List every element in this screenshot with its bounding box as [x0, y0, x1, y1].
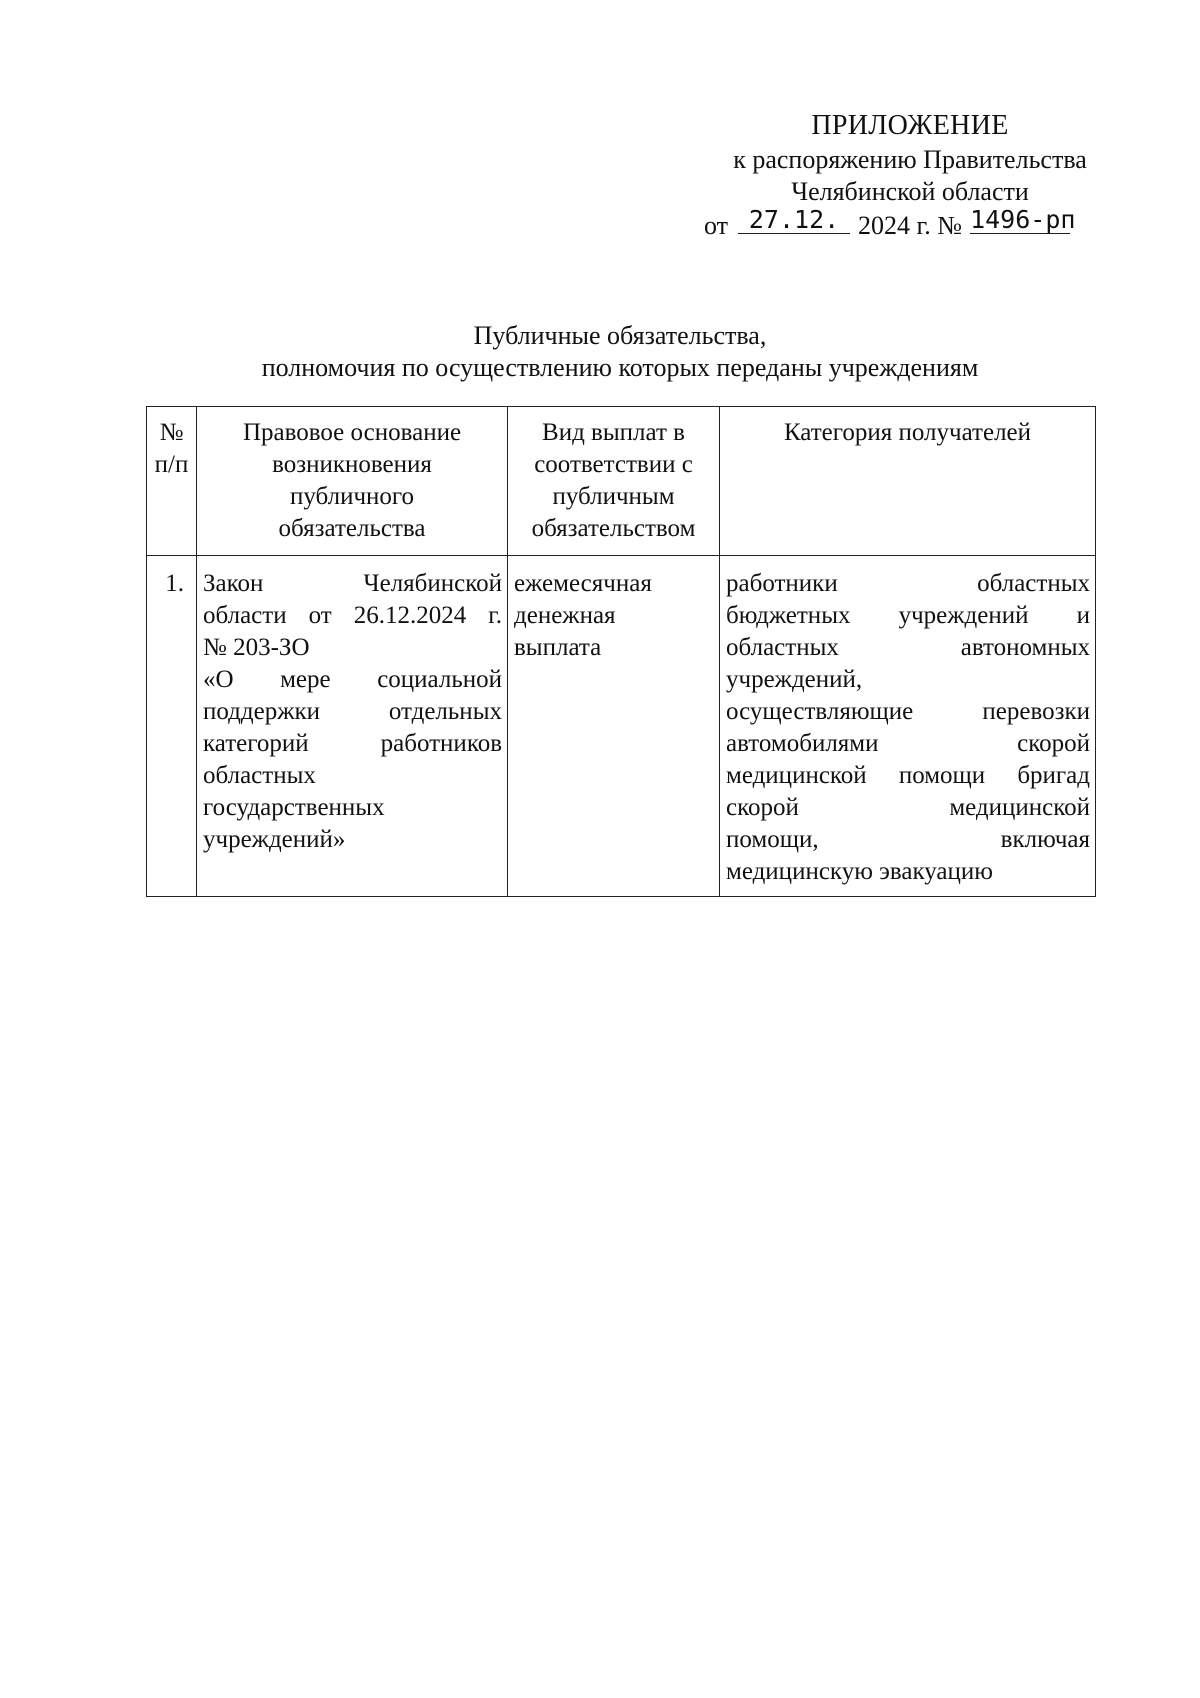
- basis-line: областных: [203, 762, 316, 789]
- header-num-line: №: [159, 419, 184, 446]
- order-number: 1496-рп: [970, 205, 1076, 234]
- payment-type-line: выплата: [514, 634, 602, 661]
- basis-line: № 203-ЗО: [203, 634, 310, 661]
- year-text: 2024 г. №: [858, 211, 963, 240]
- basis-line: поддержки отдельных: [203, 698, 502, 725]
- category-line: областных автономных: [726, 634, 1090, 661]
- basis-line: категорий работников: [203, 730, 502, 757]
- appendix-line-2: Челябинской области: [791, 177, 1029, 206]
- row-payment-type: [508, 556, 720, 897]
- header-num-line: п/п: [154, 451, 189, 478]
- appendix-title: ПРИЛОЖЕНИЕ: [811, 110, 1009, 141]
- payment-type-line: ежемесячная: [514, 570, 652, 597]
- header-type: [508, 407, 720, 556]
- category-line: медицинскую эвакуацию: [726, 858, 993, 885]
- category-line: автомобилями скорой: [726, 730, 1090, 757]
- header-type-line: публичным: [552, 483, 675, 510]
- header-category-line: Категория получателей: [783, 419, 1032, 446]
- document-heading: [140, 320, 1100, 384]
- header-type-line: соответствии с: [534, 451, 693, 478]
- category-line: учреждений,: [726, 666, 863, 693]
- basis-line: области от 26.12.2024 г.: [203, 602, 502, 629]
- row-basis: [197, 556, 508, 897]
- basis-line: учреждений»: [203, 826, 346, 853]
- category-line: осуществляющие перевозки: [726, 698, 1090, 725]
- header-basis-line: обязательства: [278, 515, 426, 542]
- header-type-line: обязательством: [531, 515, 696, 542]
- category-line: медицинской помощи бригад: [726, 762, 1090, 789]
- category-line: скорой медицинской: [726, 794, 1090, 821]
- table-row: [147, 556, 1096, 897]
- date-value: 27.12.: [738, 207, 850, 234]
- category-line: бюджетных учреждений и: [726, 602, 1090, 629]
- obligations-table: [146, 406, 1096, 897]
- header-basis-line: Правовое основание: [242, 419, 462, 446]
- appendix-line-1: к распоряжению Правительства: [733, 145, 1087, 174]
- basis-line: государственных: [203, 794, 385, 821]
- heading-line-2: полномочия по осуществлению которых переданы учреждениям: [261, 353, 979, 382]
- row-recipient-category: [720, 556, 1096, 897]
- date-prefix: от: [704, 211, 729, 240]
- category-line: работники областных: [726, 570, 1090, 597]
- header-basis: [197, 407, 508, 556]
- header-basis-line: возникновения: [272, 451, 432, 478]
- header-category: [720, 407, 1096, 556]
- payment-type-line: денежная: [514, 602, 616, 629]
- table-header-row: [147, 407, 1096, 556]
- appendix-header: [700, 110, 1120, 242]
- basis-line: «О мере социальной: [203, 666, 502, 693]
- appendix-date-row: [700, 205, 1120, 242]
- header-num: [147, 407, 197, 556]
- basis-line: Закон Челябинской: [203, 570, 502, 597]
- header-type-line: Вид выплат в: [542, 419, 685, 446]
- heading-line-1: Публичные обязательства,: [473, 321, 767, 350]
- row-number: 1.: [147, 556, 197, 897]
- category-line: помощи, включая: [726, 826, 1090, 853]
- header-basis-line: публичного: [289, 483, 415, 510]
